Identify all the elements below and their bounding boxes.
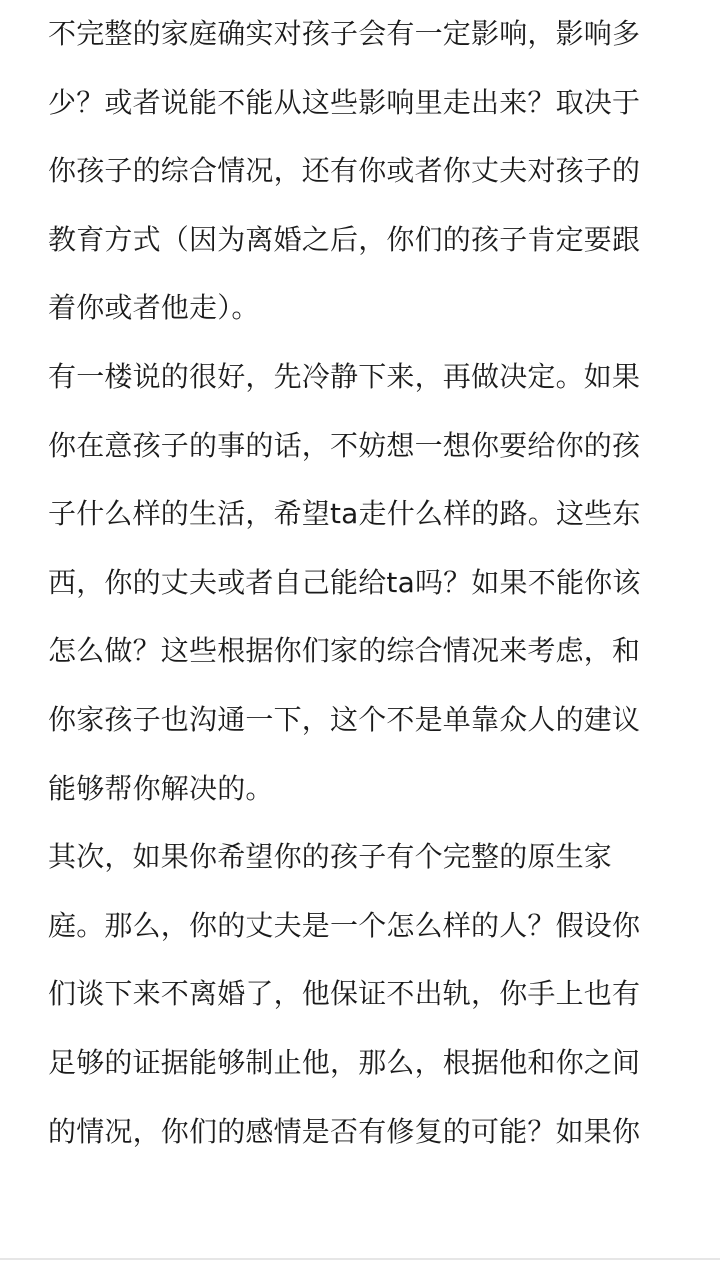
bottom-divider	[0, 1258, 720, 1260]
article-line: 你孩子的综合情况，还有你或者你丈夫对孩子的	[48, 154, 641, 188]
article-line: 你在意孩子的事的话，不妨想一想你要给你的孩	[48, 428, 641, 462]
article-line: 的情况，你们的感情是否有修复的可能？如果你	[48, 1114, 641, 1148]
article-line: 子什么样的生活，希望ta走什么样的路。这些东	[48, 497, 641, 531]
article-line: 能够帮你解决的。	[48, 771, 274, 805]
article-line: 其次，如果你希望你的孩子有个完整的原生家	[48, 840, 613, 874]
article-line: 少？或者说能不能从这些影响里走出来？取决于	[48, 85, 641, 119]
article-line: 庭。那么，你的丈夫是一个怎么样的人？假设你	[48, 908, 641, 942]
article-body	[48, 0, 678, 1166]
article-line: 们谈下来不离婚了，他保证不出轨，你手上也有	[48, 977, 641, 1011]
article-line: 着你或者他走）。	[48, 291, 260, 325]
article-line: 你家孩子也沟通一下，这个不是单靠众人的建议	[48, 702, 641, 736]
article-line: 有一楼说的很好，先冷静下来，再做决定。如果	[48, 359, 641, 393]
article-line: 教育方式（因为离婚之后，你们的孩子肯定要跟	[48, 222, 641, 256]
article-line: 足够的证据能够制止他，那么，根据他和你之间	[48, 1045, 641, 1079]
article-line: 西，你的丈夫或者自己能给ta吗？如果不能你该	[48, 565, 641, 599]
article-line: 不完整的家庭确实对孩子会有一定影响，影响多	[48, 17, 641, 50]
article-line: 怎么做？这些根据你们家的综合情况来考虑，和	[48, 634, 641, 668]
